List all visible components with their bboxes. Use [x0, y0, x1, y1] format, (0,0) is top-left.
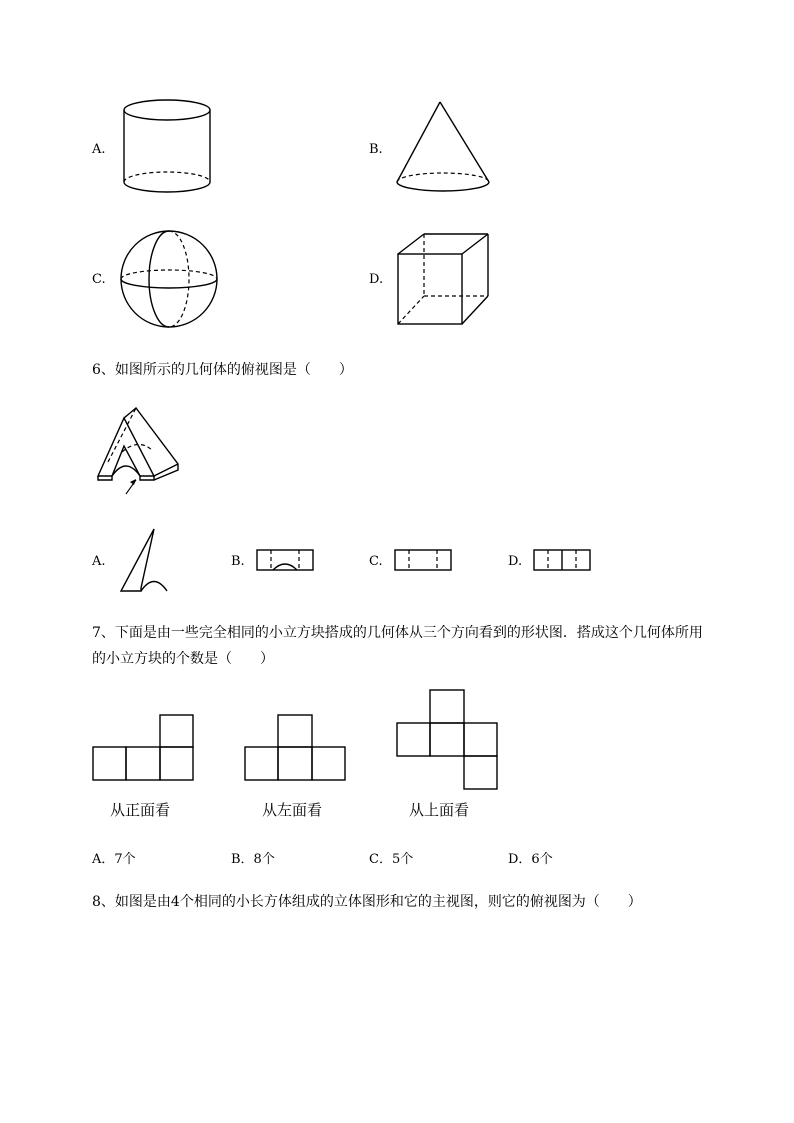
q7-front-view-grid [92, 714, 196, 784]
q6-option-a-figure [120, 528, 192, 594]
q7-option-d: D．6个 [508, 852, 553, 867]
q5-sphere-figure [120, 230, 220, 330]
q5-option-d-letter: D. [369, 272, 384, 287]
q5-option-c-letter: C. [92, 272, 106, 287]
q7-option-c: C．5个 [369, 852, 414, 867]
q7-front-view-caption: 从正面看 [110, 801, 171, 819]
q6-option-b-letter: B. [231, 554, 245, 569]
q7-left-view-caption: 从左面看 [262, 801, 323, 819]
q5-cylinder-figure [122, 98, 214, 194]
q7-top-view-caption: 从上面看 [409, 801, 470, 819]
q8-stem: 8、如图是由4个相同的小长方体组成的立体图形和它的主视图，则它的俯视图为（ ） [92, 894, 642, 910]
q6-solid-figure [96, 406, 184, 496]
q7-option-a: A．7个 [92, 852, 136, 867]
q7-option-b: B．8个 [231, 852, 275, 867]
q6-stem: 6、如图所示的几何体的俯视图是（ ） [92, 362, 353, 378]
q5-option-b-letter: B. [369, 142, 383, 157]
q6-option-c-letter: C. [369, 554, 383, 569]
q6-option-b-figure [256, 549, 316, 573]
q6-option-d-figure [533, 549, 593, 573]
q6-option-a-letter: A. [92, 554, 106, 569]
q7-stem-line1: 7、下面是由一些完全相同的小立方块搭成的几何体从三个方向看到的形状图．搭成这个几何体所用 [92, 625, 703, 641]
q5-cone-figure [396, 100, 492, 196]
q6-option-d-letter: D. [508, 554, 523, 569]
q7-top-view-grid [396, 689, 500, 793]
q7-stem-line2: 的小立方块的个数是（ ） [92, 651, 274, 667]
q7-left-view-grid [244, 714, 348, 784]
q6-option-c-figure [394, 549, 454, 573]
q5-cube-figure [396, 232, 492, 328]
q5-option-a-letter: A. [92, 142, 106, 157]
